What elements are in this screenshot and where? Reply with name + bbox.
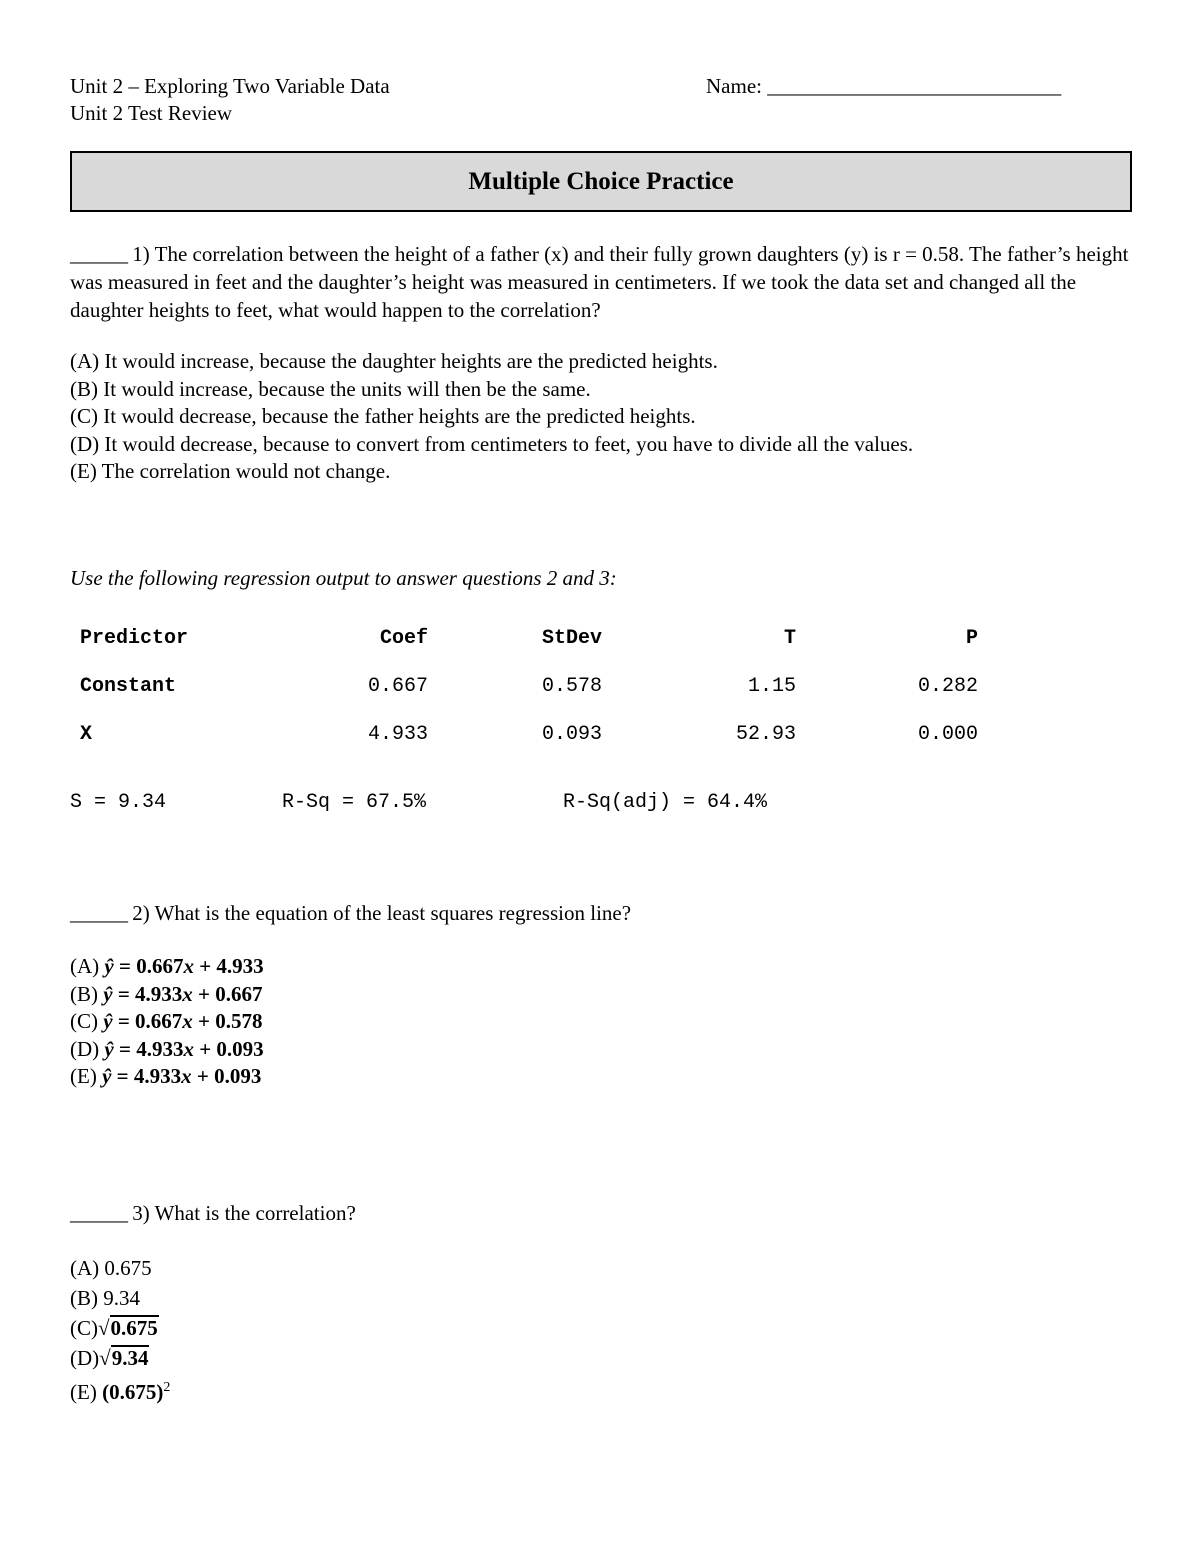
equation: ŷ = 4.933x + 0.093 (102, 1064, 262, 1088)
cell-x-coef: 4.933 (367, 723, 428, 746)
choice-3d (70, 1343, 170, 1373)
header-coef: Coef (379, 627, 428, 650)
choice-3a (70, 1253, 170, 1283)
equation: ŷ = 0.667x + 0.578 (103, 1009, 263, 1033)
equation: ŷ = 4.933x + 0.093 (104, 1036, 264, 1061)
cell-constant-coef: 0.667 (367, 675, 428, 698)
unit-subtitle: Unit 2 Test Review (70, 101, 233, 125)
row-label-x: X (80, 723, 93, 746)
row-label-constant: Constant (80, 675, 177, 698)
choice-value: 0.675 (110, 1316, 158, 1340)
intercept: 0.578 (215, 1009, 263, 1033)
choice-letter: (D) (70, 1036, 100, 1061)
choice-letter: (A) (70, 1256, 100, 1280)
equation: ŷ = 4.933x + 0.667 (103, 981, 263, 1006)
intercept: 4.933 (216, 954, 264, 978)
choice-2a (70, 953, 264, 981)
intercept: 0.667 (215, 981, 263, 1006)
y-hat-symbol: ŷ (104, 1036, 114, 1061)
header-predictor: Predictor (80, 627, 189, 650)
choice-value: 0.675 (104, 1256, 152, 1280)
choice-1c: (C) It would decrease, because the father heights are the predicted heights. (70, 404, 696, 428)
choice-3c (70, 1313, 170, 1343)
choice-1a: (A) It would increase, because the daughter heights are the predicted heights. (70, 349, 718, 373)
y-hat-symbol: ŷ (103, 981, 113, 1006)
cell-constant-stdev: 0.578 (542, 675, 603, 698)
y-hat-symbol: ŷ (104, 954, 114, 978)
choice-2b (70, 981, 264, 1009)
slope: 0.667 (136, 954, 184, 978)
question-2-choices (70, 953, 264, 1091)
stat-s: S = 9.34 (70, 791, 167, 814)
choice-letter: (E) (70, 1380, 97, 1404)
question-1-choices (70, 348, 913, 486)
question-1-text: 1) The correlation between the height of a father (x) and their fully grown daughters (y) is r = 0.58. The father’s height was measured in feet and the daughter’s height was measured in centimeters. If we took the data set and changed all the daughter heights to feet, what would happen to the correlation? (70, 242, 1129, 322)
choice-letter: (E) (70, 1064, 97, 1088)
exponent: 2 (163, 1380, 171, 1395)
question-2 (70, 899, 1130, 927)
choice-expression: $(0.675)^2$ (102, 1380, 171, 1404)
answer-blank-1[interactable]: ______ (70, 242, 127, 266)
choice-letter: (B) (70, 1286, 98, 1310)
choice-1b: (B) It would increase, because the units will then be the same. (70, 376, 591, 401)
cell-x-t: 52.93 (735, 723, 796, 746)
y-hat-symbol: ŷ (103, 1009, 113, 1033)
cell-constant-t: 1.15 (747, 675, 796, 698)
equation: ŷ = 0.667x + 4.933 (104, 954, 264, 978)
intercept: 0.093 (216, 1036, 264, 1061)
header-p: P (965, 627, 978, 650)
choice-2d (70, 1036, 264, 1064)
answer-blank-3[interactable]: ______ (70, 1201, 127, 1225)
choice-letter: (B) (70, 981, 98, 1006)
choice-letter: (A) (70, 954, 100, 978)
question-3-choices (70, 1253, 170, 1407)
sqrt-icon: √ (98, 1316, 110, 1340)
section-banner (70, 151, 1132, 212)
stat-rsq-adj: R-Sq(adj) = 64.4% (563, 791, 768, 814)
answer-blank-2[interactable]: ______ (70, 901, 127, 925)
question-2-text: 2) What is the equation of the least squares regression line? (132, 901, 632, 925)
intercept: 0.093 (214, 1064, 262, 1088)
slope: 0.667 (135, 1009, 183, 1033)
question-3 (70, 1199, 1130, 1227)
slope: 4.933 (136, 1036, 184, 1061)
y-hat-symbol: ŷ (102, 1064, 112, 1088)
section-title: Multiple Choice Practice (468, 167, 734, 195)
slope: 4.933 (135, 981, 183, 1006)
choice-3e (70, 1373, 170, 1407)
choice-letter: (D) (70, 1346, 100, 1370)
stat-rsq: R-Sq = 67.5% (282, 791, 427, 814)
header-stdev: StDev (542, 627, 603, 650)
choice-1d: (D) It would decrease, because to convert from centimeters to feet, you have to divide all the values. (70, 431, 914, 456)
cell-x-p: 0.000 (917, 723, 978, 746)
choice-value: 9.34 (111, 1346, 149, 1370)
slope: 4.933 (133, 1064, 182, 1088)
cell-constant-p: 0.282 (917, 675, 978, 698)
choice-letter: (C) (70, 1316, 98, 1340)
choice-value: 9.34 (103, 1286, 140, 1310)
name-field[interactable]: Name: ____________________________ (706, 74, 1062, 98)
choice-letter: (C) (70, 1009, 98, 1033)
choice-1e: (E) The correlation would not change. (70, 459, 391, 483)
header-t: T (783, 627, 796, 650)
sqrt-icon: √ (99, 1346, 111, 1370)
regression-instruction: Use the following regression output to answer questions 2 and 3: (70, 566, 617, 590)
unit-title: Unit 2 – Exploring Two Variable Data (70, 74, 390, 98)
question-3-text: 3) What is the correlation? (132, 1201, 356, 1225)
cell-x-stdev: 0.093 (542, 723, 603, 746)
choice-2c (70, 1008, 264, 1036)
choice-3b (70, 1283, 170, 1313)
choice-2e (70, 1063, 264, 1091)
question-1 (70, 240, 1130, 324)
choice-value: 0.675 (109, 1380, 157, 1404)
